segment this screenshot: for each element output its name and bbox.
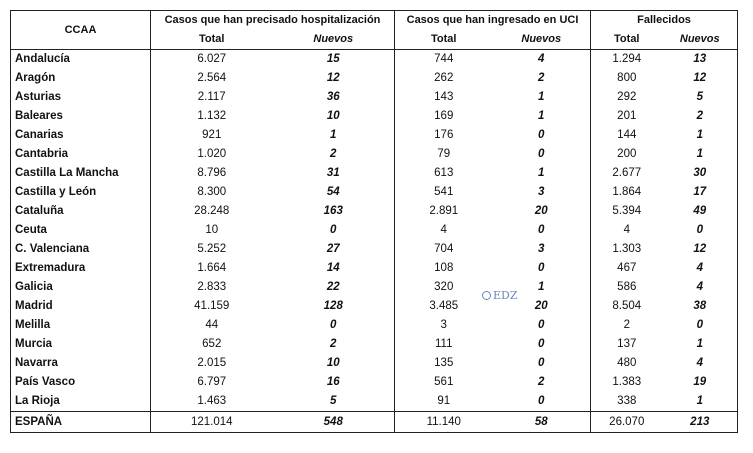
cell-fall-new: 17 — [663, 183, 738, 202]
total-fall-total: 26.070 — [591, 412, 663, 433]
table-row — [11, 164, 738, 183]
total-row-name: ESPAÑA — [11, 412, 151, 433]
table-row — [11, 297, 738, 316]
cell-fall-total: 144 — [591, 126, 663, 145]
cell-uci-new: 1 — [538, 281, 545, 293]
cell-uci-total: 320 — [395, 278, 493, 297]
table-row — [11, 50, 738, 70]
cell-hosp-new: 14 — [326, 262, 340, 274]
cell-fall-new: 1 — [663, 145, 738, 164]
cell-fall-total: 480 — [591, 354, 663, 373]
table-row — [11, 335, 738, 354]
cell-name: Extremadura — [11, 259, 151, 278]
cell-hosp-total: 8.300 — [151, 183, 273, 202]
cell-name: Murcia — [11, 335, 151, 354]
cell-name: Aragón — [11, 69, 151, 88]
cell-uci-new: 4 — [538, 53, 545, 65]
cell-hosp-total: 921 — [151, 126, 273, 145]
cell-uci-total: 3.485 — [395, 297, 493, 316]
cell-hosp-new: 2 — [330, 148, 337, 160]
cell-fall-total: 338 — [591, 392, 663, 412]
cell-uci-new: 2 — [538, 72, 545, 84]
cell-uci-total: 541 — [395, 183, 493, 202]
cell-uci-new: 0 — [538, 338, 545, 350]
uci-new-header: Nuevos — [493, 30, 591, 50]
cell-uci-new: 0 — [538, 129, 545, 141]
total-row — [11, 412, 738, 433]
cell-uci-total: 613 — [395, 164, 493, 183]
table-row — [11, 259, 738, 278]
cell-hosp-new: 16 — [326, 376, 340, 388]
cell-uci-new: 0 — [538, 148, 545, 160]
cell-uci-total: 704 — [395, 240, 493, 259]
cell-name: Galicia — [11, 278, 151, 297]
total-hosp-total: 121.014 — [151, 412, 273, 433]
cell-fall-new: 19 — [663, 373, 738, 392]
hosp-new-header: Nuevos — [273, 30, 395, 50]
table-row — [11, 373, 738, 392]
cell-name: Canarias — [11, 126, 151, 145]
cell-uci-total: 3 — [395, 316, 493, 335]
total-hosp-new: 548 — [273, 412, 395, 433]
cell-uci-new: 3 — [538, 243, 545, 255]
deaths-group-header: Fallecidos — [591, 11, 738, 31]
total-uci-total: 11.140 — [395, 412, 493, 433]
cell-hosp-total: 44 — [151, 316, 273, 335]
cell-uci-new: 3 — [538, 186, 545, 198]
cell-hosp-new: 1 — [330, 129, 337, 141]
cell-fall-total: 137 — [591, 335, 663, 354]
cell-uci-new: 0 — [538, 224, 545, 236]
cell-uci-total: 176 — [395, 126, 493, 145]
cell-fall-new: 2 — [663, 107, 738, 126]
cell-uci-total: 135 — [395, 354, 493, 373]
cell-hosp-total: 1.463 — [151, 392, 273, 412]
cell-uci-new: 0 — [538, 357, 545, 369]
cell-fall-new: 0 — [663, 316, 738, 335]
cell-hosp-new: 31 — [326, 167, 340, 179]
cell-name: Cantabria — [11, 145, 151, 164]
cell-fall-new: 1 — [663, 392, 738, 412]
cell-fall-total: 800 — [591, 69, 663, 88]
cell-fall-new: 1 — [663, 126, 738, 145]
total-fall-new: 213 — [663, 412, 738, 433]
cell-hosp-new: 0 — [330, 224, 337, 236]
cell-hosp-new: 128 — [323, 300, 343, 312]
cell-hosp-new: 10 — [326, 110, 340, 122]
cell-fall-total: 292 — [591, 88, 663, 107]
cell-uci-total: 143 — [395, 88, 493, 107]
cell-name: Navarra — [11, 354, 151, 373]
cell-fall-total: 4 — [591, 221, 663, 240]
cell-hosp-new: 10 — [326, 357, 340, 369]
cell-hosp-total: 28.248 — [151, 202, 273, 221]
cell-uci-new: 0 — [538, 395, 545, 407]
cell-fall-total: 467 — [591, 259, 663, 278]
cell-fall-total: 1.383 — [591, 373, 663, 392]
cell-uci-total: 111 — [395, 335, 493, 354]
cell-fall-new: 0 — [663, 221, 738, 240]
table-row — [11, 316, 738, 335]
table-body — [11, 50, 738, 412]
cell-hosp-new: 5 — [330, 395, 337, 407]
cell-uci-total: 4 — [395, 221, 493, 240]
cell-hosp-total: 652 — [151, 335, 273, 354]
cell-uci-total: 561 — [395, 373, 493, 392]
cell-hosp-total: 6.027 — [151, 50, 273, 70]
cell-name: Castilla y León — [11, 183, 151, 202]
watermark-text: EDZ — [493, 289, 518, 302]
cell-fall-total: 5.394 — [591, 202, 663, 221]
cell-hosp-new: 163 — [323, 205, 343, 217]
cell-fall-total: 586 — [591, 278, 663, 297]
ccaa-cases-table — [10, 10, 738, 433]
cell-fall-total: 2 — [591, 316, 663, 335]
table-row — [11, 183, 738, 202]
cell-uci-new: 2 — [538, 376, 545, 388]
cell-hosp-total: 2.564 — [151, 69, 273, 88]
cell-name: País Vasco — [11, 373, 151, 392]
cell-fall-new: 4 — [663, 259, 738, 278]
cell-hosp-new: 12 — [326, 72, 340, 84]
uci-total-header: Total — [395, 30, 493, 50]
cell-hosp-new: 2 — [330, 338, 337, 350]
cell-hosp-total: 1.132 — [151, 107, 273, 126]
cell-uci-new: 1 — [538, 110, 545, 122]
cell-fall-new: 12 — [663, 69, 738, 88]
cell-hosp-new: 54 — [326, 186, 340, 198]
cell-uci-total: 79 — [395, 145, 493, 164]
data-table-container — [10, 10, 737, 433]
cell-hosp-total: 6.797 — [151, 373, 273, 392]
cell-uci-new: 1 — [538, 91, 545, 103]
cell-hosp-total: 2.117 — [151, 88, 273, 107]
cell-uci-total: 108 — [395, 259, 493, 278]
cell-name: La Rioja — [11, 392, 151, 412]
cell-uci-new: 1 — [538, 167, 545, 179]
cell-name: Baleares — [11, 107, 151, 126]
cell-uci-new: 0 — [538, 319, 545, 331]
cell-uci-new: 20 — [534, 205, 548, 217]
cell-uci-total: 2.891 — [395, 202, 493, 221]
cell-hosp-new: 15 — [326, 53, 340, 65]
group-header-row — [11, 11, 738, 31]
cell-hosp-total: 5.252 — [151, 240, 273, 259]
table-row — [11, 126, 738, 145]
cell-hosp-total: 1.664 — [151, 259, 273, 278]
cell-name: Madrid — [11, 297, 151, 316]
watermark-circle-icon — [482, 291, 491, 300]
ccaa-header: CCAA — [11, 11, 151, 50]
cell-name: Ceuta — [11, 221, 151, 240]
cell-fall-new: 1 — [663, 335, 738, 354]
cell-hosp-total: 2.833 — [151, 278, 273, 297]
cell-fall-new: 12 — [663, 240, 738, 259]
cell-fall-total: 1.294 — [591, 50, 663, 70]
fall-new-header: Nuevos — [663, 30, 738, 50]
cell-fall-total: 1.864 — [591, 183, 663, 202]
cell-uci-total: 262 — [395, 69, 493, 88]
hospitalization-group-header: Casos que han precisado hospitalización — [151, 11, 395, 31]
cell-hosp-total: 2.015 — [151, 354, 273, 373]
cell-fall-total: 201 — [591, 107, 663, 126]
table-row — [11, 392, 738, 412]
cell-hosp-new: 36 — [326, 91, 340, 103]
cell-hosp-total: 41.159 — [151, 297, 273, 316]
cell-name: Cataluña — [11, 202, 151, 221]
table-row — [11, 221, 738, 240]
cell-uci-new: 0 — [538, 262, 545, 274]
cell-fall-new: 4 — [663, 278, 738, 297]
cell-hosp-total: 1.020 — [151, 145, 273, 164]
cell-name: Andalucía — [11, 50, 151, 70]
cell-uci-total: 169 — [395, 107, 493, 126]
cell-uci-new: 20 — [534, 300, 548, 312]
cell-name: Melilla — [11, 316, 151, 335]
table-row — [11, 202, 738, 221]
table-row — [11, 69, 738, 88]
cell-hosp-new: 22 — [326, 281, 340, 293]
cell-hosp-new: 0 — [330, 319, 337, 331]
cell-hosp-new: 27 — [326, 243, 340, 255]
table-row — [11, 145, 738, 164]
table-row — [11, 278, 738, 297]
cell-fall-new: 38 — [663, 297, 738, 316]
cell-fall-new: 49 — [663, 202, 738, 221]
table-row — [11, 240, 738, 259]
cell-fall-total: 200 — [591, 145, 663, 164]
hosp-total-header: Total — [151, 30, 273, 50]
watermark — [482, 289, 518, 302]
cell-uci-total: 744 — [395, 50, 493, 70]
cell-uci-total: 91 — [395, 392, 493, 412]
cell-name: Castilla La Mancha — [11, 164, 151, 183]
table-row — [11, 354, 738, 373]
icu-group-header: Casos que han ingresado en UCI — [395, 11, 591, 31]
cell-name: Asturias — [11, 88, 151, 107]
total-uci-new: 58 — [493, 412, 591, 433]
cell-fall-total: 2.677 — [591, 164, 663, 183]
table-row — [11, 88, 738, 107]
cell-fall-total: 8.504 — [591, 297, 663, 316]
cell-hosp-total: 8.796 — [151, 164, 273, 183]
cell-fall-new: 30 — [663, 164, 738, 183]
fall-total-header: Total — [591, 30, 663, 50]
cell-fall-total: 1.303 — [591, 240, 663, 259]
cell-fall-new: 5 — [663, 88, 738, 107]
cell-hosp-total: 10 — [151, 221, 273, 240]
cell-name: C. Valenciana — [11, 240, 151, 259]
table-row — [11, 107, 738, 126]
cell-fall-new: 4 — [663, 354, 738, 373]
cell-fall-new: 13 — [663, 50, 738, 70]
